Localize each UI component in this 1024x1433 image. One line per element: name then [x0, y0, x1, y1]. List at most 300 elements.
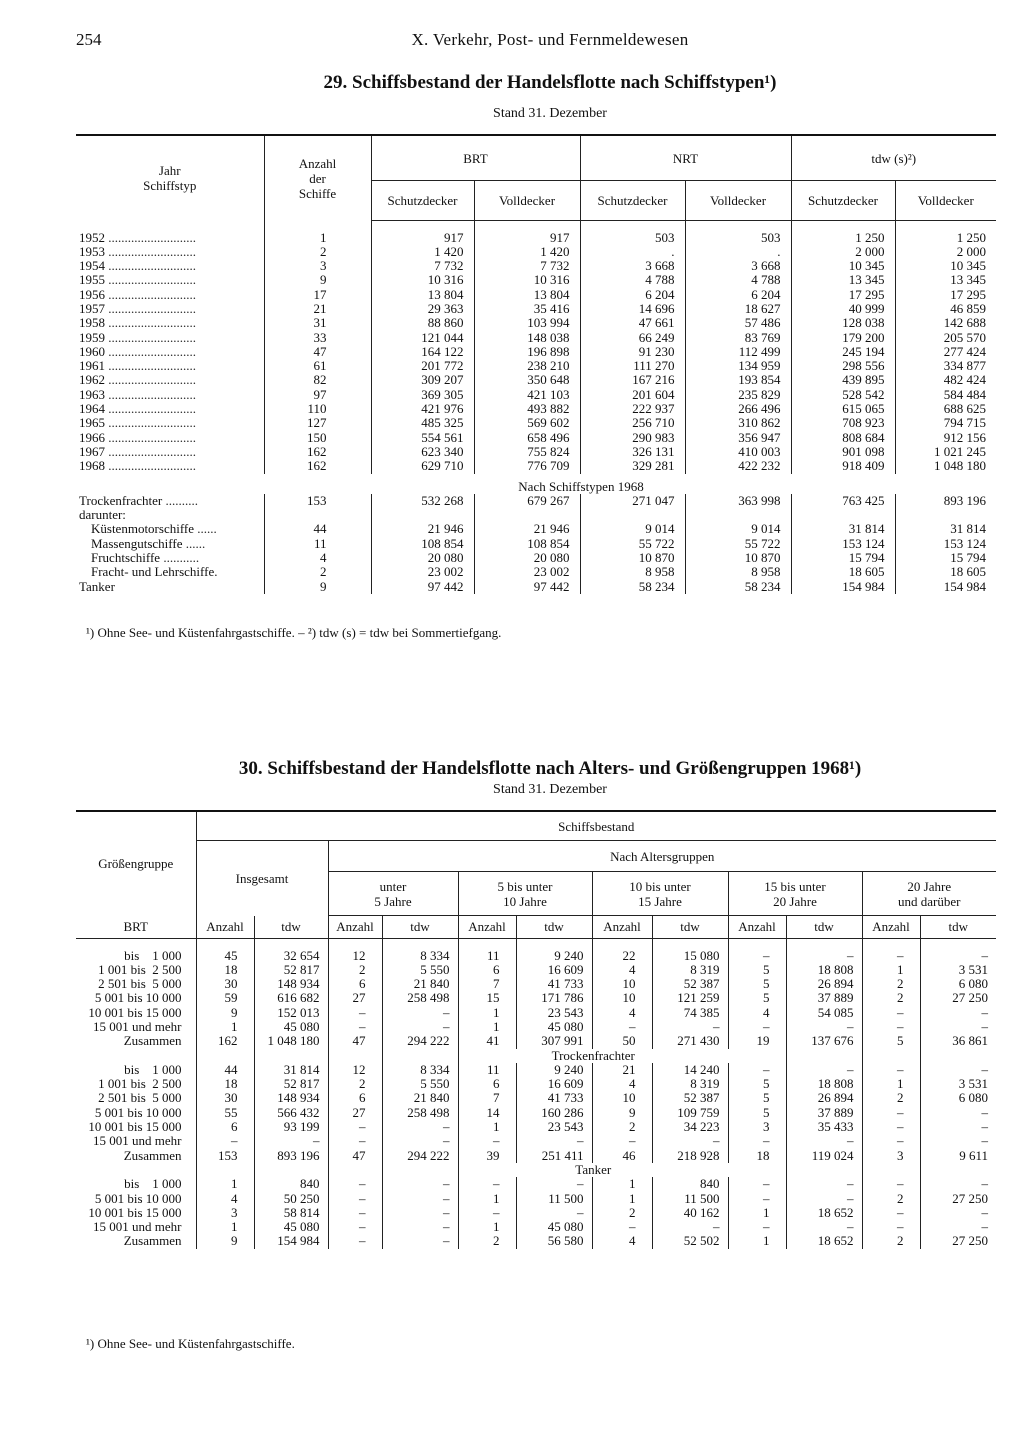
- cell-value: 9: [196, 1234, 254, 1248]
- row-label: [76, 231, 264, 245]
- cell-value: 901 098: [791, 445, 895, 459]
- cell-value: –: [328, 1006, 382, 1020]
- row-label: [76, 245, 264, 259]
- cell-value: 23 543: [516, 1120, 592, 1134]
- table-30: [76, 810, 996, 1249]
- cell-value: 623 340: [371, 445, 474, 459]
- cell-value: 8 319: [652, 963, 728, 977]
- cell-value: 5 550: [382, 963, 458, 977]
- cell-value: 23 002: [474, 565, 580, 579]
- table-row: [76, 1220, 996, 1234]
- cell-value: –: [862, 949, 920, 963]
- row-label-text: 1953: [79, 243, 105, 259]
- row-label: 10 001 bis 15 000: [76, 1120, 196, 1134]
- row-label: [76, 537, 264, 551]
- cell-value: 34 223: [652, 1120, 728, 1134]
- cell-value: 171 786: [516, 991, 592, 1005]
- cell-value: 27: [328, 991, 382, 1005]
- leader-dots: ...........................: [105, 358, 196, 374]
- cell-value: –: [382, 1206, 458, 1220]
- header-age-group-5: 20 Jahre und darüber: [862, 872, 996, 916]
- row-label: [76, 522, 264, 536]
- cell-value: 121 044: [371, 331, 474, 345]
- header-insgesamt: Insgesamt: [196, 841, 328, 916]
- cell-value: 3: [196, 1206, 254, 1220]
- table-30-title: 30. Schiffsbestand der Handelsflotte nach Alters- und Größengruppen 1968¹): [238, 758, 862, 779]
- leader-dots: ...........................: [105, 315, 196, 331]
- cell-value: –: [458, 1206, 516, 1220]
- cell-value: 13 345: [950, 272, 986, 288]
- header-nrt-volldecker: Volldecker: [685, 181, 791, 221]
- row-label-text: 1952: [79, 229, 105, 245]
- cell-value: –: [382, 1220, 458, 1234]
- cell-value: 153: [264, 494, 371, 508]
- cell-value: 66 249: [580, 331, 685, 345]
- cell-value: 2 000: [791, 245, 895, 259]
- cell-value: 482 424: [943, 372, 986, 388]
- cell-value: 47: [328, 1149, 382, 1163]
- cell-value: 1: [458, 1192, 516, 1206]
- row-label: [76, 316, 264, 330]
- row-label: [76, 445, 264, 459]
- cell-value: 893 196: [254, 1149, 328, 1163]
- cell-value: 298 556: [791, 359, 895, 373]
- header-age3-tdw: tdw: [652, 916, 728, 939]
- cell-value: 6 080: [958, 976, 988, 992]
- cell-value: –: [328, 1120, 382, 1134]
- cell-value: 1 420: [371, 245, 474, 259]
- cell-value: 222 937: [580, 402, 685, 416]
- cell-value: 294 222: [382, 1034, 458, 1048]
- cell-value: 97 442: [371, 580, 474, 594]
- cell-value: 917: [474, 231, 580, 245]
- row-label: [76, 494, 264, 508]
- cell-value: –: [382, 1234, 458, 1248]
- cell-value: –: [382, 1006, 458, 1020]
- cell-value: 8 958: [580, 565, 685, 579]
- row-label: [76, 331, 264, 345]
- cell-value: 20 080: [371, 551, 474, 565]
- table-row: [76, 991, 996, 1005]
- cell-value: 277 424: [943, 343, 986, 359]
- table-row: [76, 1091, 996, 1105]
- row-label: [76, 416, 264, 430]
- cell-value: [580, 508, 685, 522]
- table-row: [76, 977, 996, 991]
- cell-value: 15 794: [950, 550, 986, 566]
- cell-value: –: [862, 1220, 920, 1234]
- table-row: [76, 359, 996, 373]
- row-label: 10 001 bis 15 000: [76, 1206, 196, 1220]
- cell-value: 616 682: [254, 991, 328, 1005]
- cell-value: 2: [862, 1192, 920, 1206]
- cell-value: 893 196: [943, 492, 986, 508]
- cell-value: 108 854: [371, 537, 474, 551]
- cell-value: 294 222: [382, 1149, 458, 1163]
- cell-value: 17 295: [950, 286, 986, 302]
- leader-dots: ...........................: [105, 443, 196, 459]
- row-label: [76, 388, 264, 402]
- cell-value: –: [862, 1206, 920, 1220]
- cell-value: 2: [592, 1120, 652, 1134]
- cell-value: 808 684: [791, 431, 895, 445]
- cell-value: 37 889: [786, 1106, 862, 1120]
- cell-value: 5: [728, 963, 786, 977]
- cell-value: 8 319: [652, 1077, 728, 1091]
- cell-value: 154 984: [791, 580, 895, 594]
- cell-value: 6 204: [685, 288, 791, 302]
- cell-value: 629 710: [371, 459, 474, 473]
- cell-value: 201 772: [371, 359, 474, 373]
- cell-value: 148 934: [254, 1091, 328, 1105]
- table-row: [76, 1077, 996, 1091]
- header-age3-anzahl: Anzahl: [592, 916, 652, 939]
- leader-dots: ..........: [162, 492, 199, 508]
- row-label: 5 001 bis 10 000: [76, 991, 196, 1005]
- table-row: [76, 1177, 996, 1191]
- cell-value: 6: [196, 1120, 254, 1134]
- cell-value: –: [516, 1134, 592, 1148]
- cell-value: 1: [196, 1220, 254, 1234]
- cell-value: 1 021 245: [934, 443, 986, 459]
- leader-dots: ...........................: [105, 386, 196, 402]
- cell-value: 309 207: [371, 373, 474, 387]
- row-label-text: 1954: [79, 258, 105, 274]
- table-row: [76, 494, 996, 508]
- leader-dots: ...........................: [105, 286, 196, 302]
- header-age1-anzahl: Anzahl: [328, 916, 382, 939]
- cell-value: 7: [458, 1091, 516, 1105]
- leader-dots: ...........................: [105, 272, 196, 288]
- cell-value: 290 983: [580, 431, 685, 445]
- cell-value: –: [328, 1192, 382, 1206]
- cell-value: 3 668: [685, 259, 791, 273]
- cell-value: 532 268: [371, 494, 474, 508]
- cell-value: 326 131: [580, 445, 685, 459]
- row-label: 15 001 und mehr: [76, 1020, 196, 1034]
- cell-value: 196 898: [474, 345, 580, 359]
- cell-value: 18 808: [786, 1077, 862, 1091]
- cell-value: 26 894: [786, 977, 862, 991]
- cell-value: 256 710: [580, 416, 685, 430]
- cell-value: 30: [196, 977, 254, 991]
- header-insgesamt-anzahl: Anzahl: [196, 916, 254, 939]
- cell-value: 5: [728, 1091, 786, 1105]
- header-nrt: NRT: [580, 135, 791, 181]
- cell-value: –: [728, 1220, 786, 1234]
- cell-value: 10: [592, 991, 652, 1005]
- table-row: [76, 1206, 996, 1220]
- table-row: [76, 1134, 996, 1148]
- cell-value: 10 345: [791, 259, 895, 273]
- row-label: 2 501 bis 5 000: [76, 977, 196, 991]
- header-age5-anzahl: Anzahl: [862, 916, 920, 939]
- cell-value: 271 047: [580, 494, 685, 508]
- row-label: [76, 565, 264, 579]
- cell-value: 148 934: [254, 977, 328, 991]
- cell-value: –: [652, 1134, 728, 1148]
- cell-value: 11: [264, 537, 371, 551]
- cell-value: –: [981, 947, 988, 963]
- row-label: [76, 580, 264, 594]
- cell-value: 840: [652, 1177, 728, 1191]
- row-label: 1 001 bis 2 500: [76, 1077, 196, 1091]
- cell-value: 152 013: [254, 1006, 328, 1020]
- cell-value: 13 345: [791, 273, 895, 287]
- header-brt-schutzdecker: Schutzdecker: [371, 181, 474, 221]
- table-row: [76, 1120, 996, 1134]
- cell-value: 153 124: [791, 537, 895, 551]
- cell-value: 350 648: [474, 373, 580, 387]
- cell-value: 917: [371, 231, 474, 245]
- cell-value: 142 688: [943, 315, 986, 331]
- cell-value: 41 733: [516, 977, 592, 991]
- cell-value: [371, 508, 474, 522]
- header-schiffsbestand: Schiffsbestand: [196, 811, 996, 841]
- cell-value: –: [786, 1020, 862, 1034]
- cell-value: –: [328, 1134, 382, 1148]
- row-label-text: 1964: [79, 401, 105, 417]
- row-label-text: Tanker: [79, 578, 115, 594]
- cell-value: 6: [328, 977, 382, 991]
- cell-value: 6 204: [580, 288, 685, 302]
- cell-value: 11: [458, 949, 516, 963]
- cell-value: 45 080: [516, 1220, 592, 1234]
- cell-value: –: [592, 1134, 652, 1148]
- cell-value: 21 840: [382, 977, 458, 991]
- row-label: [76, 273, 264, 287]
- cell-value: –: [862, 1134, 920, 1148]
- cell-value: 566 432: [254, 1106, 328, 1120]
- cell-value: 2: [328, 1077, 382, 1091]
- cell-value: –: [328, 1177, 382, 1191]
- row-label-text: 1957: [79, 300, 105, 316]
- row-label: 10 001 bis 15 000: [76, 1006, 196, 1020]
- cell-value: 8 958: [685, 565, 791, 579]
- cell-value: 16 609: [516, 963, 592, 977]
- cell-value: 755 824: [474, 445, 580, 459]
- cell-value: 8 334: [382, 949, 458, 963]
- cell-value: 26 894: [786, 1091, 862, 1105]
- row-label: Zusammen: [76, 1149, 196, 1163]
- cell-value: 10 870: [580, 551, 685, 565]
- row-label-text: 1967: [79, 443, 105, 459]
- cell-value: 35 433: [786, 1120, 862, 1134]
- row-label: [76, 259, 264, 273]
- cell-value: 40 999: [791, 302, 895, 316]
- header-anzahl: Anzahl der Schiffe: [264, 135, 371, 220]
- cell-value: 1 048 180: [934, 458, 986, 474]
- cell-value: 111 270: [580, 359, 685, 373]
- cell-value: 4: [264, 551, 371, 565]
- cell-value: 912 156: [943, 429, 986, 445]
- leader-dots: ...........................: [105, 372, 196, 388]
- table-row: [76, 949, 996, 963]
- cell-value: 27 250: [952, 990, 988, 1006]
- row-label: Zusammen: [76, 1034, 196, 1048]
- row-label: Zusammen: [76, 1234, 196, 1248]
- cell-value: 3 668: [580, 259, 685, 273]
- cell-value: 5: [728, 1106, 786, 1120]
- cell-value: 14 240: [652, 1063, 728, 1077]
- cell-value: 16 609: [516, 1077, 592, 1091]
- cell-value: 422 232: [685, 459, 791, 473]
- cell-value: –: [196, 1134, 254, 1148]
- cell-value: 31 814: [254, 1063, 328, 1077]
- row-label-text: 1959: [79, 329, 105, 345]
- cell-value: 36 861: [952, 1033, 988, 1049]
- cell-value: –: [862, 1063, 920, 1077]
- cell-value: 44: [196, 1063, 254, 1077]
- cell-value: 493 882: [474, 402, 580, 416]
- table-row: [76, 1020, 996, 1034]
- cell-value: –: [728, 1134, 786, 1148]
- cell-value: 1: [592, 1177, 652, 1191]
- cell-value: 59: [196, 991, 254, 1005]
- cell-value: 2: [264, 245, 371, 259]
- cell-value: 179 200: [791, 331, 895, 345]
- section-label: Tanker: [575, 1161, 612, 1177]
- total-row: [76, 1234, 996, 1248]
- cell-value: –: [728, 949, 786, 963]
- section-label: Trockenfrachter: [551, 1047, 635, 1063]
- cell-value: 35 416: [474, 302, 580, 316]
- cell-value: –: [728, 1020, 786, 1034]
- cell-value: 164 122: [371, 345, 474, 359]
- cell-value: 9 611: [959, 1147, 988, 1163]
- row-label: bis 1 000: [76, 1063, 196, 1077]
- cell-value: 58 234: [580, 580, 685, 594]
- cell-value: 9 240: [516, 949, 592, 963]
- table-30-footnote: ¹) Ohne See- und Küstenfahrgastschiffe.: [86, 1336, 295, 1351]
- table-row: [76, 245, 996, 259]
- header-age5-tdw: tdw: [920, 916, 996, 939]
- table-29-title: 29. Schiffsbestand der Handelsflotte nach Schiffstypen¹): [323, 72, 777, 93]
- cell-value: 329 281: [580, 459, 685, 473]
- table-row: [76, 288, 996, 302]
- cell-value: 1 420: [474, 245, 580, 259]
- total-row: [76, 1149, 996, 1163]
- cell-value: 9 014: [685, 522, 791, 536]
- cell-value: –: [254, 1134, 328, 1148]
- cell-value: –: [728, 1192, 786, 1206]
- cell-value: 503: [685, 231, 791, 245]
- row-label-text: 1965: [79, 415, 105, 431]
- total-row: [76, 1034, 996, 1048]
- table-row: [76, 459, 996, 473]
- cell-value: 1: [728, 1206, 786, 1220]
- cell-value: –: [516, 1206, 592, 1220]
- cell-value: –: [786, 1220, 862, 1234]
- cell-value: –: [862, 1106, 920, 1120]
- cell-value: 17 295: [791, 288, 895, 302]
- cell-value: 121 259: [652, 991, 728, 1005]
- leader-dots: ......: [182, 535, 206, 551]
- row-label-text: 1968: [79, 458, 105, 474]
- cell-value: 58 814: [254, 1206, 328, 1220]
- cell-value: 47 661: [580, 316, 685, 330]
- row-label: 1 001 bis 2 500: [76, 963, 196, 977]
- cell-value: 154 984: [254, 1234, 328, 1248]
- cell-value: 2: [328, 963, 382, 977]
- cell-value: [264, 508, 371, 522]
- cell-value: 18 605: [791, 565, 895, 579]
- cell-value: 30: [196, 1091, 254, 1105]
- cell-value: 20 080: [474, 551, 580, 565]
- cell-value: 193 854: [685, 373, 791, 387]
- header-insgesamt-tdw: tdw: [254, 916, 328, 939]
- row-label: 15 001 und mehr: [76, 1220, 196, 1234]
- cell-value: 6: [328, 1091, 382, 1105]
- cell-value: 22: [592, 949, 652, 963]
- table-row: [76, 1192, 996, 1206]
- cell-value: –: [728, 1063, 786, 1077]
- header-brt: BRT: [76, 916, 196, 939]
- table-29-subtitle: Stand 31. Dezember: [493, 106, 607, 121]
- cell-value: 2: [264, 565, 371, 579]
- cell-value: –: [382, 1177, 458, 1191]
- cell-value: 52 387: [652, 1091, 728, 1105]
- header-tdw-schutzdecker: Schutzdecker: [791, 181, 895, 221]
- cell-value: 108 854: [474, 537, 580, 551]
- row-label-text: 1956: [79, 286, 105, 302]
- cell-value: 55 722: [580, 537, 685, 551]
- cell-value: 91 230: [580, 345, 685, 359]
- cell-value: 15 080: [652, 949, 728, 963]
- cell-value: 14 696: [580, 302, 685, 316]
- cell-value: 310 862: [685, 416, 791, 430]
- table-row: [76, 302, 996, 316]
- header-nrt-schutzdecker: Schutzdecker: [580, 181, 685, 221]
- row-label: [76, 288, 264, 302]
- cell-value: 21: [264, 302, 371, 316]
- cell-value: –: [328, 1234, 382, 1248]
- cell-value: 11 500: [652, 1192, 728, 1206]
- cell-value: 485 325: [371, 416, 474, 430]
- cell-value: 1: [458, 1220, 516, 1234]
- cell-value: 110: [264, 402, 371, 416]
- row-label-text: 1961: [79, 358, 105, 374]
- cell-value: –: [786, 1192, 862, 1206]
- cell-value: .: [685, 245, 791, 259]
- cell-value: 93 199: [254, 1120, 328, 1134]
- table-30-subtitle: Stand 31. Dezember: [493, 782, 607, 797]
- row-label-text: 1966: [79, 429, 105, 445]
- row-label-text: 1962: [79, 372, 105, 388]
- cell-value: 97: [264, 388, 371, 402]
- cell-value: 153 124: [943, 535, 986, 551]
- cell-value: 410 003: [685, 445, 791, 459]
- cell-value: .: [580, 245, 685, 259]
- cell-value: 708 923: [791, 416, 895, 430]
- table-row: [76, 1006, 996, 1020]
- cell-value: 9: [196, 1006, 254, 1020]
- cell-value: –: [862, 1006, 920, 1020]
- cell-value: 119 024: [786, 1149, 862, 1163]
- cell-value: 9: [592, 1106, 652, 1120]
- cell-value: 82: [264, 373, 371, 387]
- cell-value: –: [981, 1004, 988, 1020]
- cell-value: 45 080: [254, 1020, 328, 1034]
- cell-value: 1: [862, 963, 920, 977]
- table-row: [76, 416, 996, 430]
- cell-value: 6 080: [958, 1090, 988, 1106]
- cell-value: 584 484: [943, 386, 986, 402]
- cell-value: 31 814: [791, 522, 895, 536]
- cell-value: 21: [592, 1063, 652, 1077]
- cell-value: 27 250: [952, 1190, 988, 1206]
- cell-value: 54 085: [786, 1006, 862, 1020]
